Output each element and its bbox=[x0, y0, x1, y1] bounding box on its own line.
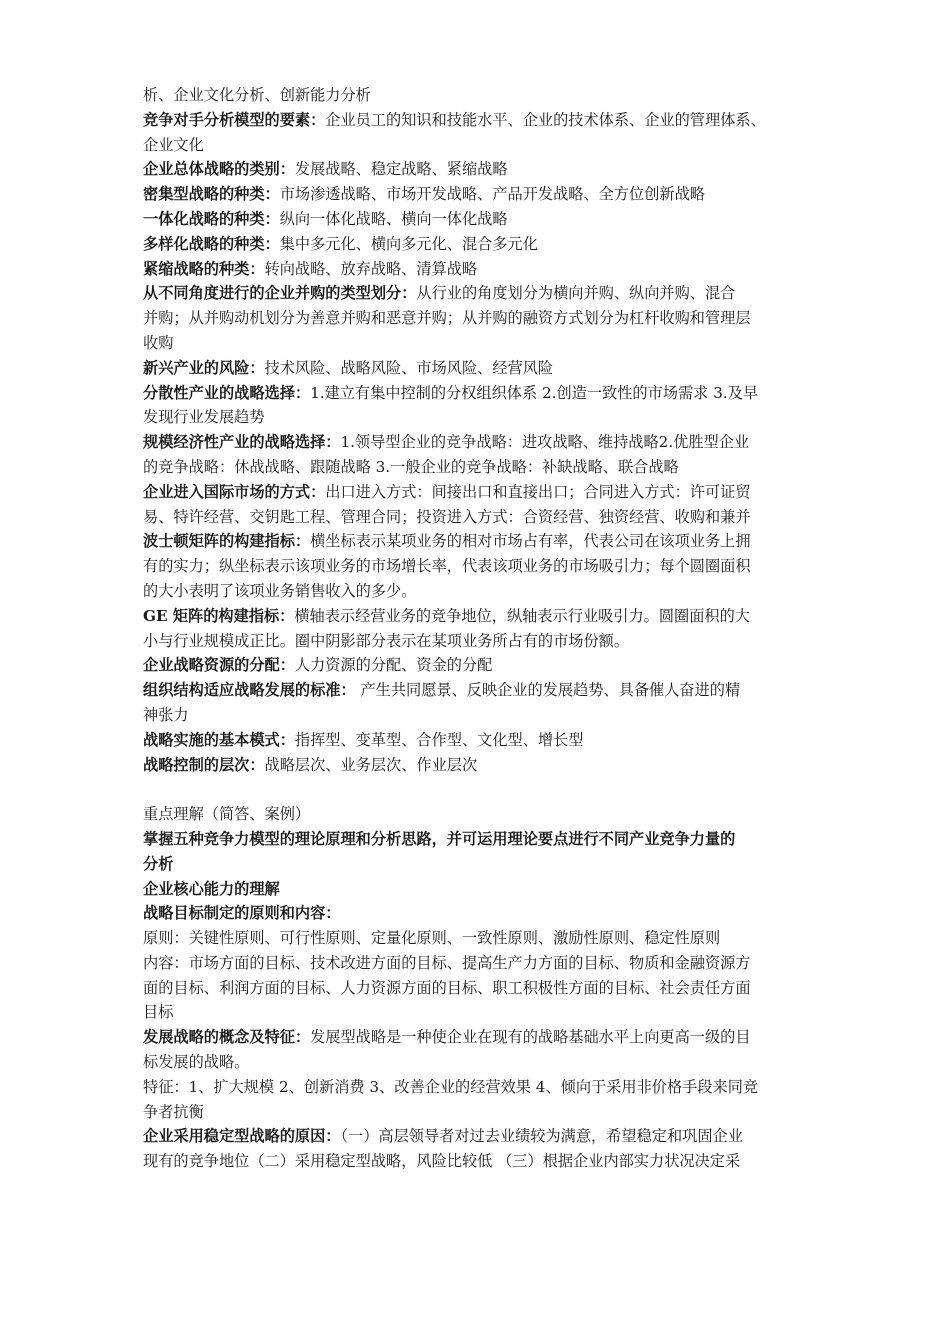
text-line bbox=[143, 802, 823, 827]
term-label: 规模经济性产业的战略选择： bbox=[143, 433, 341, 452]
term-label: 一体化战略的种类： bbox=[143, 209, 280, 228]
text-line bbox=[143, 976, 823, 1001]
term-label: 企业总体战略的类别： bbox=[143, 160, 295, 179]
text-line bbox=[143, 554, 823, 579]
term-label: 波士顿矩阵的构建指标： bbox=[143, 532, 311, 551]
text-line bbox=[143, 405, 823, 430]
text-line bbox=[143, 331, 823, 356]
term-label: 组织结构适应战略发展的标准： bbox=[143, 681, 356, 700]
term-label: 从不同角度进行的企业并购的类型划分： bbox=[143, 284, 417, 303]
body-text: 的大小表明了该项业务销售收入的多少。 bbox=[143, 581, 417, 600]
term-label: 战略实施的基本模式： bbox=[143, 730, 295, 749]
text-line bbox=[143, 281, 823, 306]
text-line bbox=[143, 1050, 823, 1075]
body-text: 横坐标表示某项业务的相对市场占有率，代表公司在该项业务上拥 bbox=[310, 532, 751, 551]
text-line bbox=[143, 1000, 823, 1025]
term-label: 分散性产业的战略选择： bbox=[143, 383, 311, 402]
text-line bbox=[143, 877, 823, 902]
term-label: 企业进入国际市场的方式： bbox=[143, 482, 326, 501]
text-line bbox=[143, 728, 823, 753]
text-line bbox=[143, 629, 823, 654]
text-line bbox=[143, 1124, 823, 1149]
term-label: 密集型战略的种类： bbox=[143, 185, 280, 204]
text-line bbox=[143, 1100, 823, 1125]
term-label: 企业战略资源的分配： bbox=[143, 656, 295, 675]
text-line bbox=[143, 1075, 823, 1100]
text-line bbox=[143, 133, 823, 158]
text-line bbox=[143, 157, 823, 182]
term-label: GE 矩阵的构建指标： bbox=[143, 606, 295, 625]
body-text: 发展型战略是一种使企业在现有的战略基础水平上向更高一级的目 bbox=[310, 1028, 751, 1047]
text-line bbox=[143, 480, 823, 505]
text-line bbox=[143, 356, 823, 381]
text-line bbox=[143, 579, 823, 604]
body-text: 1.建立有集中控制的分权组织体系 2.创造一致性的市场需求 3.及早 bbox=[310, 383, 759, 402]
text-line bbox=[143, 901, 823, 926]
body-text: 争者抗衡 bbox=[143, 1102, 204, 1121]
term-label: 分析 bbox=[143, 854, 174, 873]
body-text: 原则：关键性原则、可行性原则、定量化原则、一致性原则、激励性原则、稳定性原则 bbox=[143, 929, 721, 948]
body-text: 产生共同愿景、反映企业的发展趋势、具备催人奋进的精 bbox=[355, 681, 741, 700]
text-line bbox=[143, 381, 823, 406]
body-text: 特征：1、扩大规模 2、创新消费 3、改善企业的经营效果 4、倾向于采用非价格手段来同竞 bbox=[143, 1077, 759, 1096]
text-line bbox=[143, 207, 823, 232]
body-text: 1.领导型企业的竞争战略：进攻战略、维持战略2.优胜型企业 bbox=[340, 433, 750, 452]
body-text: 技术风险、战略风险、市场风险、经营风险 bbox=[264, 358, 554, 377]
body-text: 收购 bbox=[143, 333, 174, 352]
body-text: 从行业的角度划分为横向并购、纵向并购、混合 bbox=[416, 284, 736, 303]
body-text: 并购；从并购动机划分为善意并购和恶意并购；从并购的融资方式划分为杠杆收购和管理层 bbox=[143, 309, 751, 328]
text-line bbox=[143, 852, 823, 877]
text-line bbox=[143, 182, 823, 207]
text-line bbox=[143, 455, 823, 480]
text-line bbox=[143, 703, 823, 728]
document-page bbox=[143, 83, 823, 1174]
body-text: 目标 bbox=[143, 1003, 174, 1022]
body-text: 现有的竞争地位（二）采用稳定型战略，风险比较低 （三）根据企业内部实力状况决定采 bbox=[143, 1152, 741, 1171]
term-label: 竞争对手分析模型的要素： bbox=[143, 110, 326, 129]
text-line bbox=[143, 951, 823, 976]
text-line bbox=[143, 108, 823, 133]
body-text: 内容：市场方面的目标、技术改进方面的目标、提高生产力方面的目标、物质和金融资源方 bbox=[143, 953, 751, 972]
text-line bbox=[143, 257, 823, 282]
text-line bbox=[143, 83, 823, 108]
term-label: 掌握五种竞争力模型的理论原理和分析思路，并可运用理论要点进行不同产业竞争力量的 bbox=[143, 829, 736, 848]
text-line bbox=[143, 306, 823, 331]
text-line bbox=[143, 505, 823, 530]
text-line bbox=[143, 678, 823, 703]
body-text: 企业员工的知识和技能水平、企业的技术体系、企业的管理体系、 bbox=[325, 110, 766, 129]
text-line bbox=[143, 430, 823, 455]
term-label: 发展战略的概念及特征： bbox=[143, 1028, 311, 1047]
term-label: 战略目标制定的原则和内容： bbox=[143, 904, 341, 923]
text-line bbox=[143, 1025, 823, 1050]
term-label: 企业核心能力的理解 bbox=[143, 879, 280, 898]
body-text: 发展战略、稳定战略、紧缩战略 bbox=[294, 160, 508, 179]
text-line bbox=[143, 827, 823, 852]
term-label: 企业采用稳定型战略的原因： bbox=[143, 1127, 341, 1146]
text-line bbox=[143, 653, 823, 678]
text-line bbox=[143, 753, 823, 778]
text-line bbox=[143, 529, 823, 554]
text-line bbox=[143, 232, 823, 257]
text-line bbox=[143, 604, 823, 629]
body-text: 出口进入方式：间接出口和直接出口；合同进入方式：许可证贸 bbox=[325, 482, 751, 501]
body-text: 有的实力；纵坐标表示该项业务的市场增长率，代表该项业务的市场吸引力；每个圆圈面积 bbox=[143, 557, 751, 576]
body-text: 发现行业发展趋势 bbox=[143, 408, 265, 427]
body-text: 易、特许经营、交钥匙工程、管理合同；投资进入方式：合资经营、独资经营、收购和兼并 bbox=[143, 507, 751, 526]
body-text: 标发展的战略。 bbox=[143, 1053, 250, 1072]
term-label: 多样化战略的种类： bbox=[143, 234, 280, 253]
body-text: 指挥型、变革型、合作型、文化型、增长型 bbox=[294, 730, 584, 749]
text-line bbox=[143, 926, 823, 951]
body-text: 面的目标、利润方面的目标、人力资源方面的目标、职工积极性方面的目标、社会责任方面 bbox=[143, 978, 751, 997]
body-text: 企业文化 bbox=[143, 135, 204, 154]
body-text: 重点理解（简答、案例） bbox=[143, 805, 311, 824]
text-line bbox=[143, 1149, 823, 1174]
body-text: 集中多元化、横向多元化、混合多元化 bbox=[279, 234, 538, 253]
body-text: 战略层次、业务层次、作业层次 bbox=[264, 755, 478, 774]
body-text: 横轴表示经营业务的竞争地位，纵轴表示行业吸引力。圆圈面积的大 bbox=[294, 606, 750, 625]
body-text: 神张力 bbox=[143, 705, 189, 724]
body-text: 纵向一体化战略、横向一体化战略 bbox=[279, 209, 508, 228]
term-label: 战略控制的层次： bbox=[143, 755, 265, 774]
body-text: 转向战略、放弃战略、清算战略 bbox=[264, 259, 478, 278]
body-text: （一）高层领导者对过去业绩较为满意，希望稳定和巩固企业 bbox=[340, 1127, 743, 1146]
term-label: 新兴产业的风险： bbox=[143, 358, 265, 377]
body-text: 的竞争战略：休战战略、跟随战略 3.一般企业的竞争战略：补缺战略、联合战略 bbox=[143, 457, 679, 476]
body-text: 析、企业文化分析、创新能力分析 bbox=[143, 86, 371, 104]
body-text: 市场渗透战略、市场开发战略、产品开发战略、全方位创新战略 bbox=[279, 185, 705, 204]
body-text: 小与行业规模成正比。圈中阴影部分表示在某项业务所占有的市场份额。 bbox=[143, 631, 629, 650]
term-label: 紧缩战略的种类： bbox=[143, 259, 265, 278]
body-text: 人力资源的分配、资金的分配 bbox=[294, 656, 493, 675]
paragraph-gap bbox=[143, 777, 823, 802]
